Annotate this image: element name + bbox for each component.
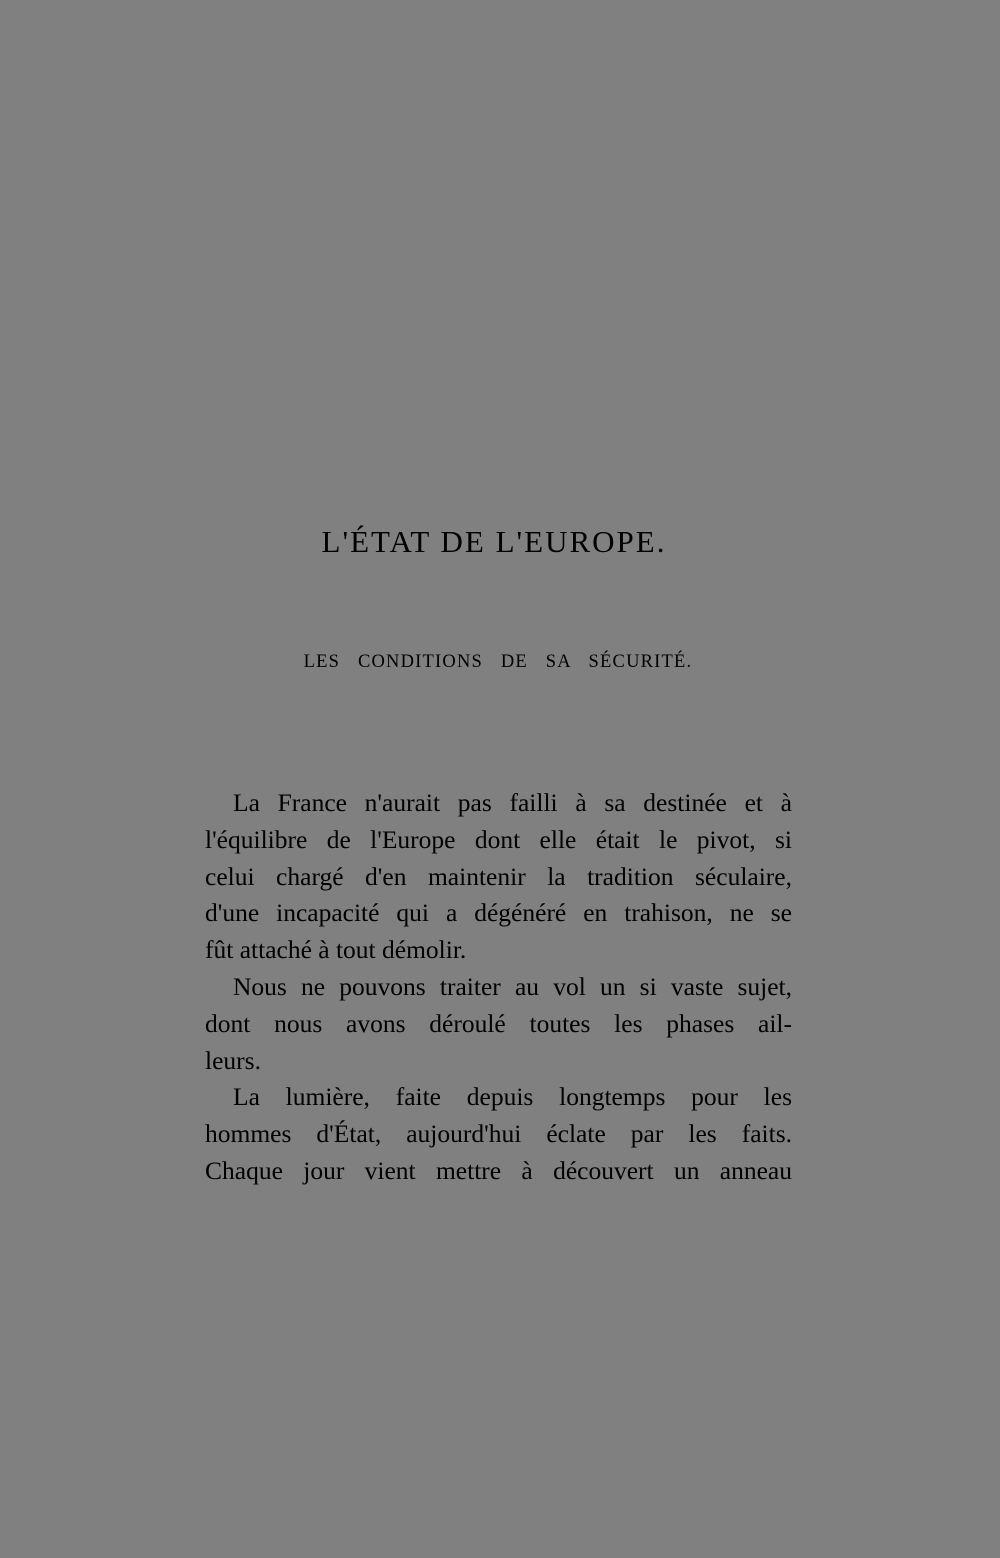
paragraph-2 — [205, 969, 792, 1079]
text-line: celui chargé d'en maintenir la tradition séculaire, — [205, 861, 792, 891]
text-line: l'équilibre de l'Europe dont elle était le pivot, si — [205, 824, 792, 854]
text-line: d'une incapacité qui a dégénéré en trahison, ne se — [205, 898, 792, 928]
text-line: La lumière, faite depuis longtemps pour les — [233, 1082, 792, 1112]
text-line: Nous ne pouvons traiter au vol un si vaste sujet, — [233, 971, 792, 1001]
page-subtitle: LES CONDITIONS DE SA SÉCURITÉ. — [303, 652, 693, 672]
paragraph-1 — [205, 785, 792, 969]
text-line: fût attaché à tout démolir. — [205, 935, 467, 965]
text-line: dont nous avons déroulé toutes les phases ail- — [205, 1008, 792, 1038]
page-title: L'ÉTAT DE L'EUROPE. — [321, 524, 667, 559]
text-line: hommes d'État, aujourd'hui éclate par les faits. — [205, 1119, 792, 1149]
text-line: La France n'aurait pas failli à sa destinée et à — [233, 788, 792, 817]
paragraph-3 — [205, 1079, 792, 1189]
text-line: Chaque jour vient mettre à découvert un anneau — [205, 1155, 792, 1185]
body-text — [205, 785, 792, 1190]
text-line: leurs. — [205, 1045, 261, 1075]
